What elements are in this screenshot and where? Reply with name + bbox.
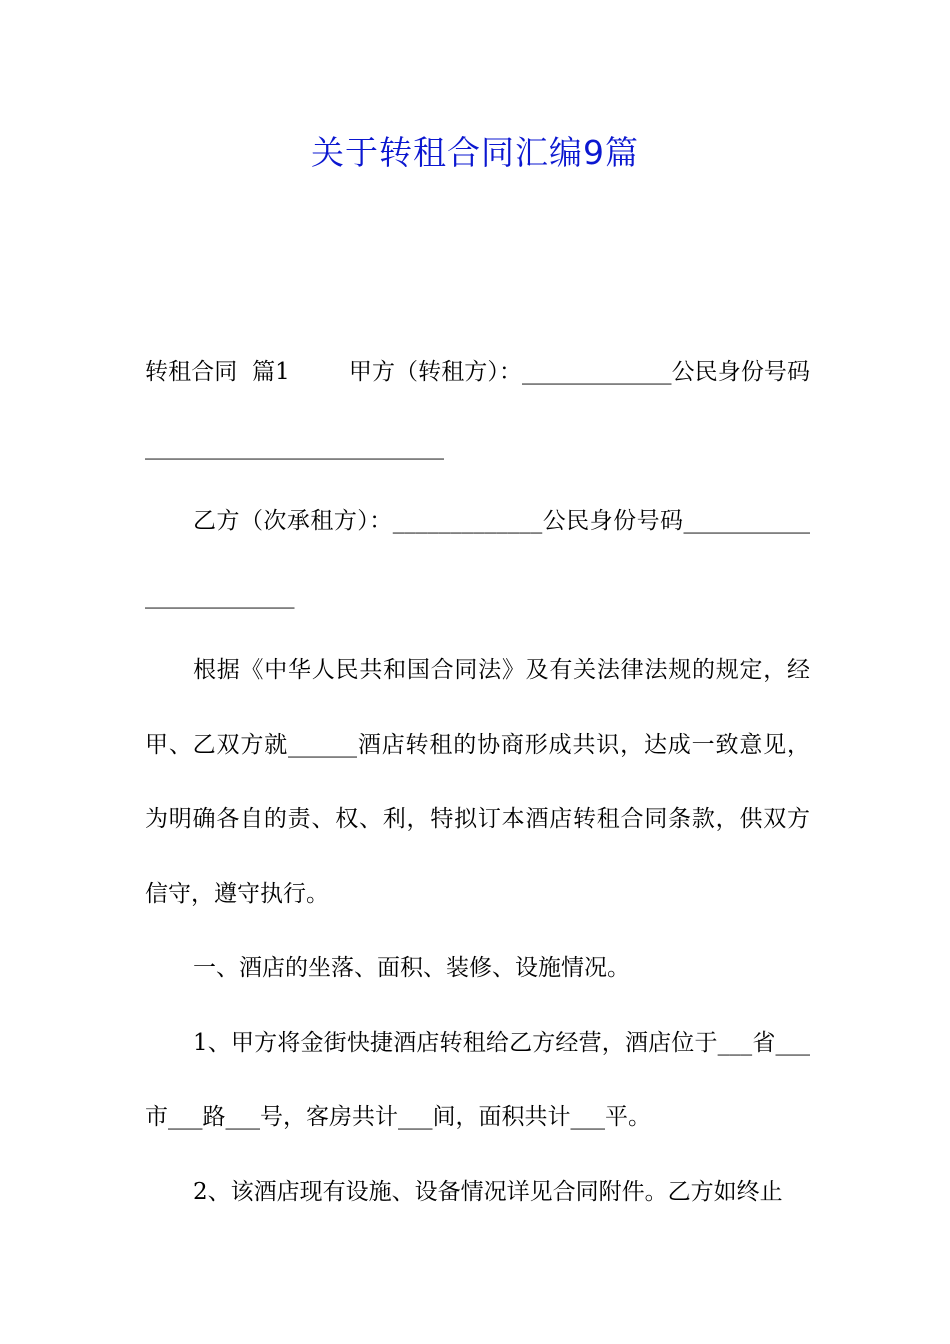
paragraph-header-line: 转租合同 篇1 甲方（转租方）：_____________公民身份号码__________________________	[145, 359, 810, 460]
section-heading-1: 一、酒店的坐落、面积、装修、设施情况。	[193, 955, 630, 981]
paragraph-party-b: 乙方（次承租方）：_____________公民身份号码________________________	[145, 508, 810, 609]
paragraph-preamble: 根据《中华人民共和国合同法》及有关法律法规的规定，经甲、乙双方就______酒店转租的协商形成共识，达成一致意见，为明确各自的责、权、利，特拟订本酒店转租合同条款，供双方信守，遵守执行。	[145, 657, 810, 907]
clause-2: 2、该酒店现有设施、设备情况详见合同附件。乙方如终止	[193, 1178, 783, 1205]
document-body	[145, 335, 810, 1229]
document-title: 关于转租合同汇编9篇	[311, 133, 639, 172]
clause-1: 1、甲方将金街快捷酒店转租给乙方经营，酒店位于___省___市___路___号，客房共计___间，面积共计___平。	[145, 1029, 810, 1130]
